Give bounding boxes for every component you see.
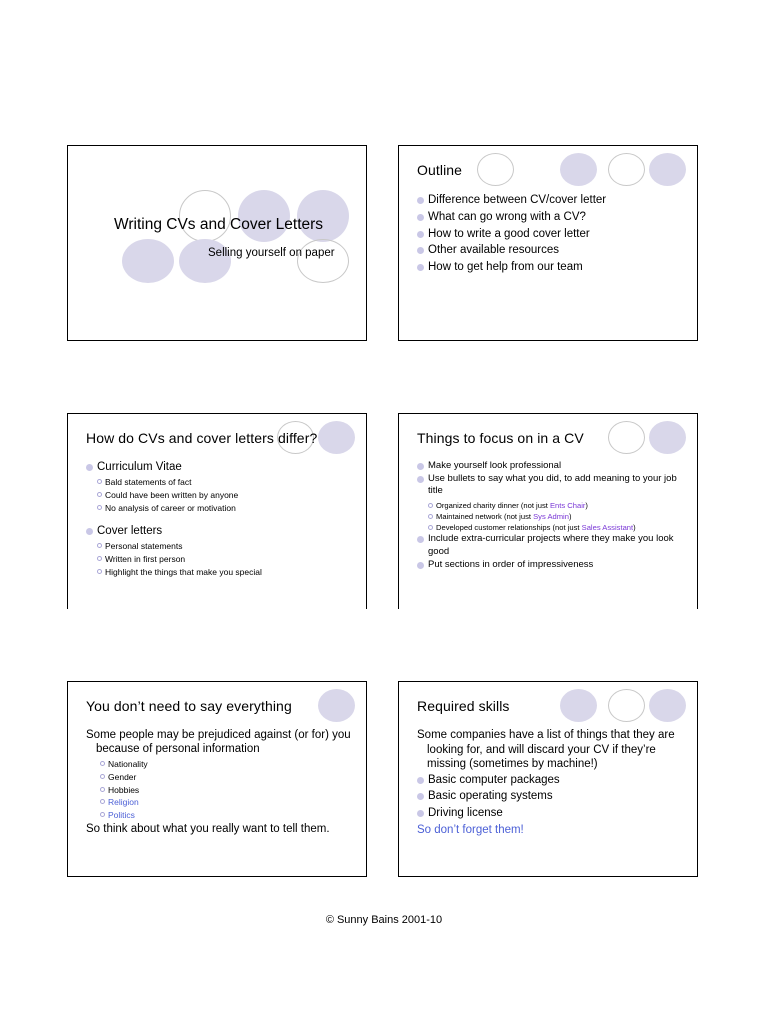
list-item: Put sections in order of impressiveness bbox=[417, 559, 689, 572]
outro-text: So think about what you really want to tell them. bbox=[86, 822, 330, 835]
differences-list bbox=[86, 460, 358, 579]
decor-circle bbox=[318, 421, 355, 454]
skills-list bbox=[417, 772, 689, 822]
sublist-item: Personal statements bbox=[97, 540, 358, 553]
focus-list bbox=[417, 460, 689, 571]
sublist-item: Highlight the things that make you special bbox=[97, 566, 358, 579]
list-item: Include extra-curricular projects where they make you look good bbox=[417, 533, 689, 558]
intro-text: Some people may be prejudiced against (or for) you because of personal information bbox=[86, 729, 351, 755]
decor-circle bbox=[297, 239, 349, 283]
slide-heading: Required skills bbox=[417, 698, 510, 714]
list-item: Other available resources bbox=[417, 242, 689, 259]
examples-sublist bbox=[428, 500, 689, 534]
sublist-item: Bald statements of fact bbox=[97, 476, 358, 489]
sublist-item-highlight: Politics bbox=[100, 809, 358, 822]
slide-title bbox=[67, 145, 367, 341]
list-item bbox=[86, 524, 358, 578]
sublist-item: No analysis of career or motivation bbox=[97, 502, 358, 515]
decor-circle bbox=[477, 153, 514, 186]
outro-text: So don’t forget them! bbox=[417, 823, 524, 836]
sublist-item bbox=[428, 511, 689, 522]
sublist-text: Developed customer relationships (not just bbox=[436, 523, 582, 533]
personal-info-list bbox=[100, 758, 358, 822]
sublist-item: Written in first person bbox=[97, 553, 358, 566]
sublist-text: ) bbox=[568, 511, 572, 521]
sublist-item bbox=[428, 500, 689, 511]
slide-heading: You don’t need to say everything bbox=[86, 698, 292, 714]
slide-heading: Outline bbox=[417, 162, 463, 178]
sublist-text: Organized charity dinner (not just bbox=[436, 500, 550, 510]
decor-circle bbox=[649, 421, 686, 454]
list-item bbox=[86, 460, 358, 514]
highlight-text: Sales Assistant bbox=[581, 523, 634, 533]
slide-outline bbox=[398, 145, 698, 341]
sublist-item: Nationality bbox=[100, 758, 358, 771]
sublist-item: Could have been written by anyone bbox=[97, 489, 358, 502]
slide-differences bbox=[67, 413, 367, 609]
slide-say-everything bbox=[67, 681, 367, 877]
slide-heading: How do CVs and cover letters differ? bbox=[86, 430, 318, 446]
sublist-text: Maintained network (not just bbox=[436, 511, 534, 521]
copyright-footer: © Sunny Bains 2001-10 bbox=[325, 914, 443, 926]
list-item: Difference between CV/cover letter bbox=[417, 192, 689, 209]
outline-list bbox=[417, 192, 689, 276]
list-item bbox=[417, 473, 689, 534]
decor-circle bbox=[608, 153, 645, 186]
decor-circle bbox=[608, 421, 645, 454]
cover-letter-sublist bbox=[97, 540, 358, 578]
list-item: Basic operating systems bbox=[417, 788, 689, 805]
highlight-text: Ents Chair bbox=[549, 500, 586, 510]
decor-circle bbox=[649, 153, 686, 186]
list-item-text: Use bullets to say what you did, to add meaning to your job title bbox=[428, 472, 677, 497]
presentation-title: Writing CVs and Cover Letters bbox=[114, 216, 324, 233]
list-item: How to get help from our team bbox=[417, 259, 689, 276]
sublist-item bbox=[428, 522, 689, 533]
list-item: Make yourself look professional bbox=[417, 460, 689, 473]
decor-circle bbox=[608, 689, 645, 722]
slide-heading: Things to focus on in a CV bbox=[417, 430, 584, 446]
list-item: Driving license bbox=[417, 805, 689, 822]
decor-circle bbox=[560, 153, 597, 186]
list-item: Basic computer packages bbox=[417, 772, 689, 789]
cover-letter-label: Cover letters bbox=[97, 525, 163, 538]
slide-required-skills bbox=[398, 681, 698, 877]
slide-cv-focus bbox=[398, 413, 698, 609]
cv-label: Curriculum Vitae bbox=[97, 461, 182, 473]
intro-text: Some companies have a list of things that they are looking for, and will discard your CV if they’re missing (sometimes by machine!) bbox=[417, 729, 675, 770]
sublist-item: Gender bbox=[100, 771, 358, 784]
decor-circle bbox=[560, 689, 597, 722]
decor-circle bbox=[318, 689, 355, 722]
sublist-text: ) bbox=[585, 500, 588, 510]
list-item: What can go wrong with a CV? bbox=[417, 209, 689, 226]
cv-sublist bbox=[97, 476, 358, 514]
decor-circle bbox=[179, 239, 231, 283]
sublist-text: ) bbox=[633, 523, 636, 533]
presentation-subtitle: Selling yourself on paper bbox=[208, 247, 335, 259]
highlight-text: Sys Admin bbox=[533, 511, 569, 521]
decor-circle bbox=[122, 239, 174, 283]
sublist-item: Hobbies bbox=[100, 784, 358, 797]
decor-circle bbox=[649, 689, 686, 722]
list-item: How to write a good cover letter bbox=[417, 226, 689, 243]
sublist-item-highlight: Religion bbox=[100, 796, 358, 809]
